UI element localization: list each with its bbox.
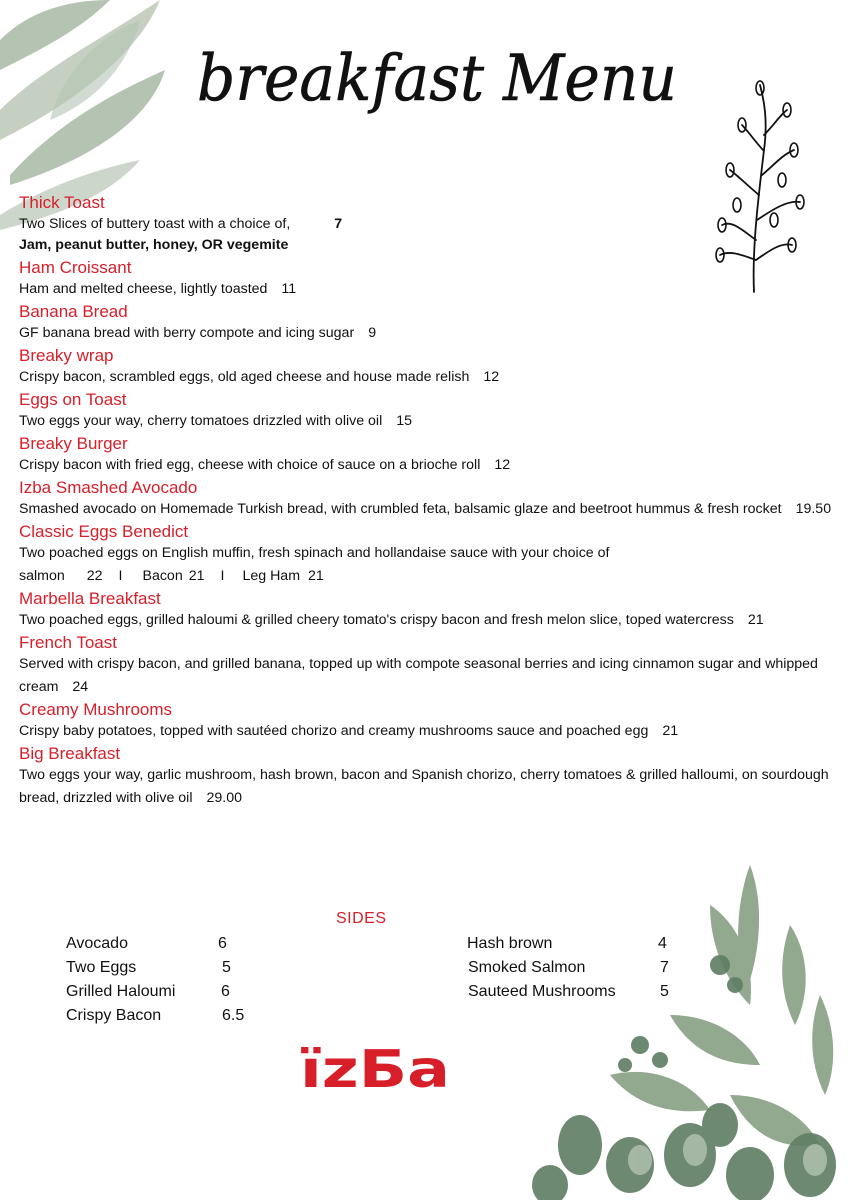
side-name: Crispy Bacon (66, 1007, 162, 1024)
eucalyptus-decoration-icon (520, 865, 848, 1200)
side-price: 5 (660, 983, 669, 1000)
option-separator: I (220, 568, 225, 584)
item-description (19, 653, 839, 699)
side-price: 6 (221, 983, 230, 1000)
item-desc-text: Two poached eggs on English muffin, fresh spinach and hollandaise sauce with your choice of (19, 545, 610, 561)
option-price: 22 (86, 568, 103, 584)
item-desc-text: Two eggs your way, cherry tomatoes drizzled with olive oil (19, 413, 383, 429)
menu-item (19, 521, 839, 588)
side-price: 5 (222, 959, 231, 976)
menu-item (19, 433, 839, 477)
item-options (19, 565, 839, 588)
option-price: 21 (188, 568, 205, 584)
item-name: Thick Toast (19, 193, 105, 212)
menu-item (19, 389, 839, 433)
side-item (66, 1004, 286, 1028)
item-name: Eggs on Toast (19, 390, 127, 409)
item-description (19, 454, 839, 477)
option-label: Bacon (142, 568, 183, 584)
item-desc-text: Two Slices of buttery toast with a choice of, (19, 216, 291, 232)
menu-item (19, 301, 839, 345)
item-name: Breaky Burger (19, 434, 128, 453)
item-desc-text: GF banana bread with berry compote and icing sugar (19, 325, 355, 341)
side-price: 6.5 (222, 1007, 245, 1024)
item-price: 12 (483, 369, 500, 385)
item-price: 21 (747, 612, 764, 628)
side-item (66, 932, 286, 956)
item-name: Marbella Breakfast (19, 589, 161, 608)
item-price: 19.50 (795, 501, 832, 517)
menu-item (19, 345, 839, 389)
page-title: breakfast Menu (197, 42, 677, 116)
item-name: Creamy Mushrooms (19, 700, 173, 719)
item-description (19, 542, 839, 565)
item-price: 29.00 (206, 790, 243, 806)
menu-list (19, 192, 839, 810)
menu-item (19, 588, 839, 632)
side-item (66, 980, 286, 1004)
side-name: Grilled Haloumi (66, 983, 176, 1000)
side-item (467, 956, 687, 980)
item-desc-text: Ham and melted cheese, lightly toasted (19, 281, 268, 297)
izba-logo (300, 1040, 455, 1095)
item-price: 9 (368, 325, 377, 341)
item-price: 11 (281, 281, 297, 297)
sides-heading: SIDES (336, 910, 387, 927)
side-name: Two Eggs (66, 959, 137, 976)
item-description (19, 366, 839, 389)
menu-item (19, 257, 839, 301)
option-price: 21 (308, 568, 324, 584)
option-separator: I (118, 568, 123, 584)
side-name: Avocado (66, 935, 128, 952)
side-item (467, 932, 687, 956)
item-desc-text: Crispy baby potatoes, topped with sautéed chorizo and creamy mushrooms sauce and poached egg (19, 723, 649, 739)
item-price: 7 (334, 216, 343, 232)
side-price: 7 (660, 959, 669, 976)
menu-item (19, 192, 839, 257)
item-price: 24 (72, 679, 89, 695)
sides-left-column (66, 932, 286, 1028)
item-name: Breaky wrap (19, 346, 114, 365)
item-name: Banana Bread (19, 302, 128, 321)
item-description (19, 764, 839, 810)
item-description (19, 322, 839, 345)
item-description (19, 498, 839, 521)
menu-item (19, 699, 839, 743)
item-desc-text: Served with crispy bacon, and grilled banana, topped up with compote seasonal berries and icing cinnamon sugar and whipped cream (19, 656, 818, 695)
item-name: Ham Croissant (19, 258, 132, 277)
menu-item (19, 743, 839, 810)
side-item (66, 956, 286, 980)
item-name: Izba Smashed Avocado (19, 478, 198, 497)
item-desc-text: Crispy bacon, scrambled eggs, old aged cheese and house made relish (19, 369, 470, 385)
item-price: 12 (494, 457, 511, 473)
item-desc-text: Two poached eggs, grilled haloumi & grilled cheery tomato's crispy bacon and fresh melon slice, toped watercress (19, 612, 734, 628)
item-price: 15 (396, 413, 413, 429)
item-name: Classic Eggs Benedict (19, 522, 189, 541)
title-script-icon (192, 20, 682, 135)
item-name: French Toast (19, 633, 117, 652)
item-desc-text: Smashed avocado on Homemade Turkish bread, with crumbled feta, balsamic glaze and beetroot hummus & fresh rocket (19, 501, 782, 517)
menu-item (19, 477, 839, 521)
item-desc-text: Two eggs your way, garlic mushroom, hash brown, bacon and Spanish chorizo, cherry tomatoes & grilled halloumi, on sourdough bread, drizzled with olive oil (19, 767, 829, 806)
side-price: 6 (218, 935, 227, 952)
side-name: Hash brown (467, 935, 553, 952)
side-name: Smoked Salmon (468, 959, 586, 976)
menu-item (19, 632, 839, 699)
option-label: salmon (19, 568, 65, 584)
item-extra: Jam, peanut butter, honey, OR vegemite (19, 237, 289, 253)
item-desc-text: Crispy bacon with fried egg, cheese with choice of sauce on a brioche roll (19, 457, 481, 473)
side-price: 4 (658, 935, 667, 952)
side-name: Sauteed Mushrooms (468, 983, 616, 1000)
item-price: 21 (662, 723, 679, 739)
item-description (19, 720, 839, 743)
sides-right-column (467, 932, 687, 1004)
side-item (467, 980, 687, 1004)
item-description (19, 609, 839, 632)
item-name: Big Breakfast (19, 744, 121, 763)
item-description (19, 410, 839, 433)
item-description (19, 278, 839, 301)
logo-text: ïzБa (300, 1040, 450, 1095)
item-description (19, 213, 839, 236)
option-label: Leg Ham (242, 568, 301, 584)
